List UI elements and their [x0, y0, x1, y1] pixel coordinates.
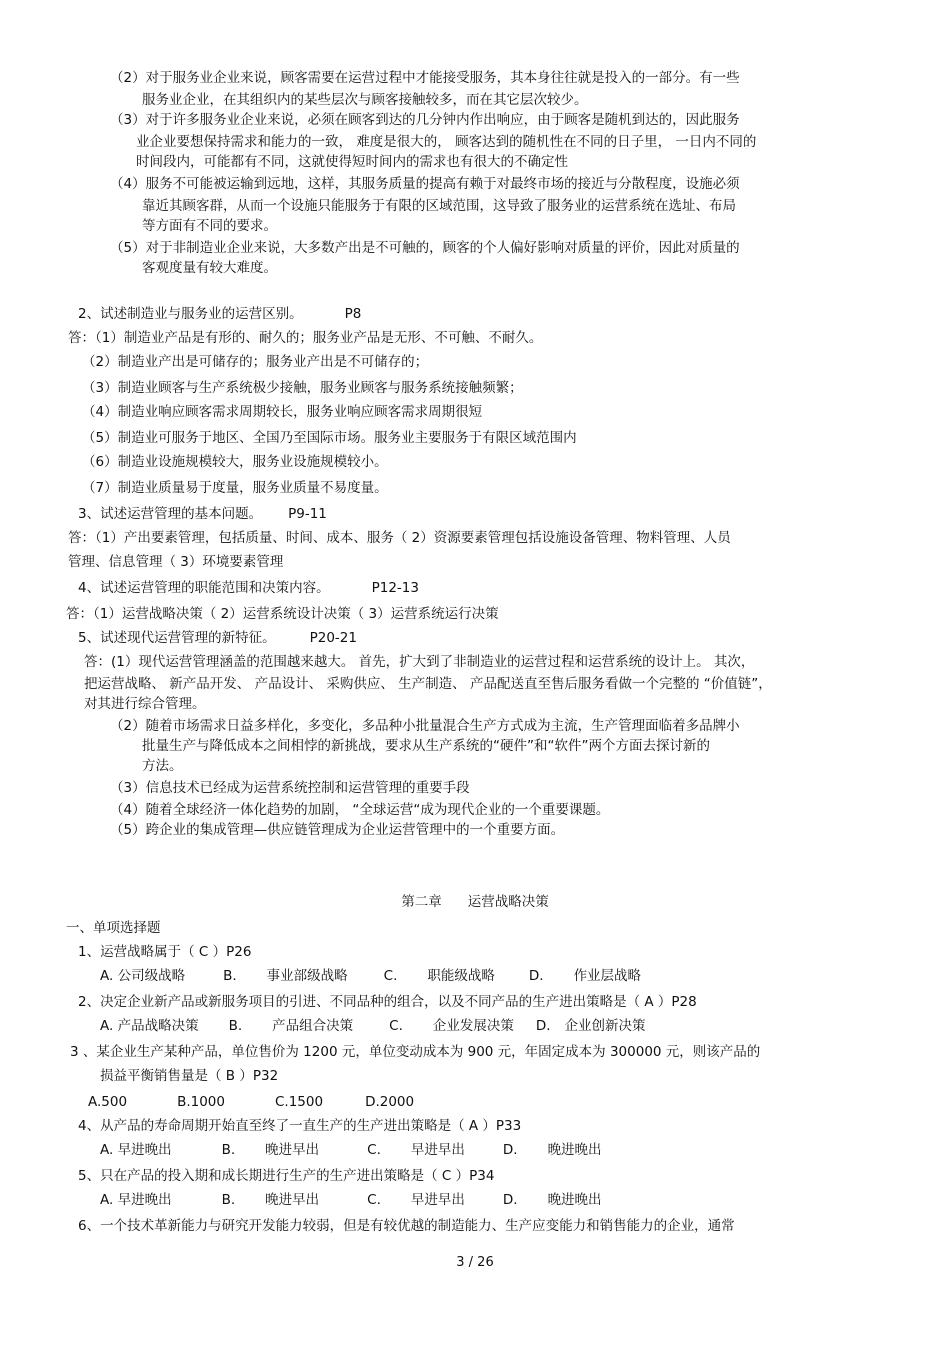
- option: D.: [528, 968, 544, 984]
- answer-line: （2）随着市场需求日益多样化，多变化，多品种小批量混合生产方式成为主流，生产管理面临着多品牌小: [110, 718, 740, 734]
- answer-line: 答：（1）产出要素管理，包括质量、时间、成本、服务（ 2）资源要素管理包括设施设备管理、物料管理、人员: [68, 530, 731, 546]
- answer-line: 管理、信息管理（ 3）环境要素管理: [68, 554, 284, 570]
- answer-line: （5）制造业可服务于地区、全国乃至国际市场。服务业主要服务于有限区域范围内: [82, 430, 577, 446]
- option: 早进早出: [410, 1192, 465, 1208]
- list-item-cont: 靠近其顾客群，从而一个设施只能服务于有限的区域范围，这导致了服务业的运营系统在选址、布局: [142, 198, 736, 214]
- list-item-cont: 等方面有不同的要求。: [142, 218, 277, 234]
- chapter-number: 第二章: [401, 894, 442, 910]
- section-heading: 一、单项选择题: [66, 920, 161, 936]
- option: B.1000: [177, 1094, 225, 1110]
- page-reference: P20-21: [309, 630, 357, 646]
- option: 事业部级战略: [266, 968, 348, 984]
- answer-line: （7）制造业质量易于度量，服务业质量不易度量。: [82, 480, 388, 496]
- option: C.: [389, 1018, 403, 1034]
- list-item-cont: 业企业要想保持需求和能力的一致， 难度是很大的， 顾客达到的随机性在不同的日子里， 一日内不同的: [136, 134, 757, 150]
- list-item: （5）对于非制造业企业来说，大多数产出是不可触的，顾客的个人偏好影响对质量的评价，因此对质量的: [110, 240, 740, 256]
- option: 企业发展决策: [432, 1018, 514, 1034]
- list-item-cont: 客观度量有较大难度。: [142, 260, 277, 276]
- option: 晚进晚出: [547, 1192, 602, 1208]
- page-number: 3 / 26: [456, 1255, 494, 1270]
- option: B.: [228, 1018, 243, 1034]
- list-item: （2）对于服务业企业来说，顾客需要在运营过程中才能接受服务，其本身往往就是投入的一部分。有一些: [110, 70, 740, 86]
- option: 早进早出: [410, 1142, 465, 1158]
- answer-line: 答：（1）运营战略决策（ 2）运营系统设计决策（ 3）运营系统运行决策: [66, 606, 499, 622]
- mc-question-cont: 损益平衡销售量是（ B ）P32: [100, 1068, 279, 1084]
- option: A. 早进晚出: [100, 1192, 172, 1208]
- list-item: （4）服务不可能被运输到远地，这样，其服务质量的提高有赖于对最终市场的接近与分散程度，设施必须: [110, 176, 740, 192]
- option: 企业创新决策: [564, 1018, 646, 1034]
- mc-question: 1、运营战略属于（ C ）P26: [78, 944, 252, 960]
- answer-line: （3）信息技术已经成为运营系统控制和运营管理的重要手段: [110, 780, 470, 796]
- question-title: [78, 628, 357, 648]
- option: 作业层战略: [573, 968, 642, 984]
- mc-options: [88, 1092, 414, 1112]
- answer-line: （4）随着全球经济一体化趋势的加剧， “全球运营“成为现代企业的一个重要课题。: [110, 802, 610, 818]
- option: C.1500: [274, 1094, 324, 1110]
- option: 职能级战略: [427, 968, 495, 984]
- page-reference: P9-11: [288, 506, 327, 522]
- answer-line: 答：(1）现代运营管理涵盖的范围越来越大。 首先，扩大到了非制造业的运营过程和运营系统的设计上。 其次，: [84, 654, 755, 670]
- option: 产品组合决策: [272, 1018, 354, 1034]
- mc-question: 5、只在产品的投入期和成长期进行生产的生产进出策略是（ C ）P34: [78, 1168, 495, 1184]
- page-reference: P12-13: [371, 580, 419, 596]
- answer-line: 批量生产与降低成本之间相悖的新挑战，要求从生产系统的“硬件”和“软件”两个方面去探讨新的: [142, 738, 710, 754]
- answer-line: 把运营战略、 新产品开发、 产品设计、 采购供应、 生产制造、 产品配送直至售后服务看做一个完整的 “价值链”，: [84, 676, 772, 692]
- option: D.: [502, 1192, 518, 1208]
- answer-line: 答：（1）制造业产品是有形的、耐久的；服务业产品是无形、不可触、不耐久。: [68, 330, 543, 346]
- option: C.: [383, 968, 398, 984]
- option: A. 产品战略决策: [100, 1018, 199, 1034]
- question-text: 5、试述现代运营管理的新特征。: [78, 630, 276, 646]
- question-text: 3、试述运营管理的基本问题。: [78, 506, 263, 522]
- option: B.: [223, 968, 237, 984]
- option: C.: [367, 1192, 381, 1208]
- option: C.: [367, 1142, 381, 1158]
- mc-options: [100, 966, 641, 986]
- option: A. 早进晚出: [100, 1142, 172, 1158]
- answer-line: （4）制造业响应顾客需求周期较长，服务业响应顾客需求周期很短: [82, 404, 483, 420]
- option: D.: [535, 1018, 551, 1034]
- mc-question: 6、一个技术革新能力与研究开发能力较弱，但是有较优越的制造能力、生产应变能力和销售能力的企业，通常: [78, 1218, 735, 1234]
- chapter-title: 运营战略决策: [467, 894, 549, 910]
- option: B.: [221, 1142, 236, 1158]
- option: D.: [502, 1142, 518, 1158]
- mc-options: [100, 1190, 602, 1210]
- answer-line: （6）制造业设施规模较大，服务业设施规模较小。: [82, 454, 388, 470]
- option: 晚进早出: [265, 1142, 320, 1158]
- answer-line: （2）制造业产出是可储存的；服务业产出是不可储存的；: [82, 354, 429, 370]
- list-item: （3）对于许多服务业企业来说，必须在顾客到达的几分钟内作出响应，由于顾客是随机到达的，因此服务: [110, 112, 740, 128]
- option: A. 公司级战略: [100, 968, 186, 984]
- mc-question: 2、决定企业新产品或新服务项目的引进、不同品种的组合，以及不同产品的生产进出策略是（ A ）P28: [78, 994, 697, 1010]
- option: 晚进晚出: [547, 1142, 602, 1158]
- answer-line: 对其进行综合管理。: [84, 696, 206, 712]
- answer-line: （3）制造业顾客与生产系统极少接触，服务业顾客与服务系统接触频繁；: [82, 380, 523, 396]
- mc-question: 3 、某企业生产某种产品，单位售价为 1200 元，单位变动成本为 900 元，年固定成本为 300000 元，则该产品的: [70, 1044, 761, 1060]
- question-title: [78, 504, 327, 524]
- answer-line: （5）跨企业的集成管理—供应链管理成为企业运营管理中的一个重要方面。: [110, 822, 565, 838]
- mc-question: 4、从产品的寿命周期开始直至终了一直生产的生产进出策略是（ A ）P33: [78, 1118, 522, 1134]
- mc-options: [100, 1016, 646, 1036]
- option: A.500: [88, 1094, 128, 1110]
- mc-options: [100, 1140, 602, 1160]
- question-title: [78, 304, 361, 324]
- option: 晚进早出: [265, 1192, 320, 1208]
- list-item-cont: 服务业企业，在其组织内的某些层次与顾客接触较多，而在其它层次较少。: [142, 92, 588, 108]
- option: D.2000: [365, 1094, 415, 1110]
- chapter-heading: [0, 892, 950, 912]
- question-title: [78, 578, 419, 598]
- question-text: 4、试述运营管理的职能范围和决策内容。: [78, 580, 330, 596]
- page-reference: P8: [344, 306, 362, 322]
- option: B.: [221, 1192, 236, 1208]
- answer-line: 方法。: [142, 758, 183, 774]
- list-item-cont: 时间段内，可能都有不同，这就使得短时间内的需求也有很大的不确定性: [136, 154, 568, 170]
- question-text: 2、试述制造业与服务业的运营区别。: [78, 306, 303, 322]
